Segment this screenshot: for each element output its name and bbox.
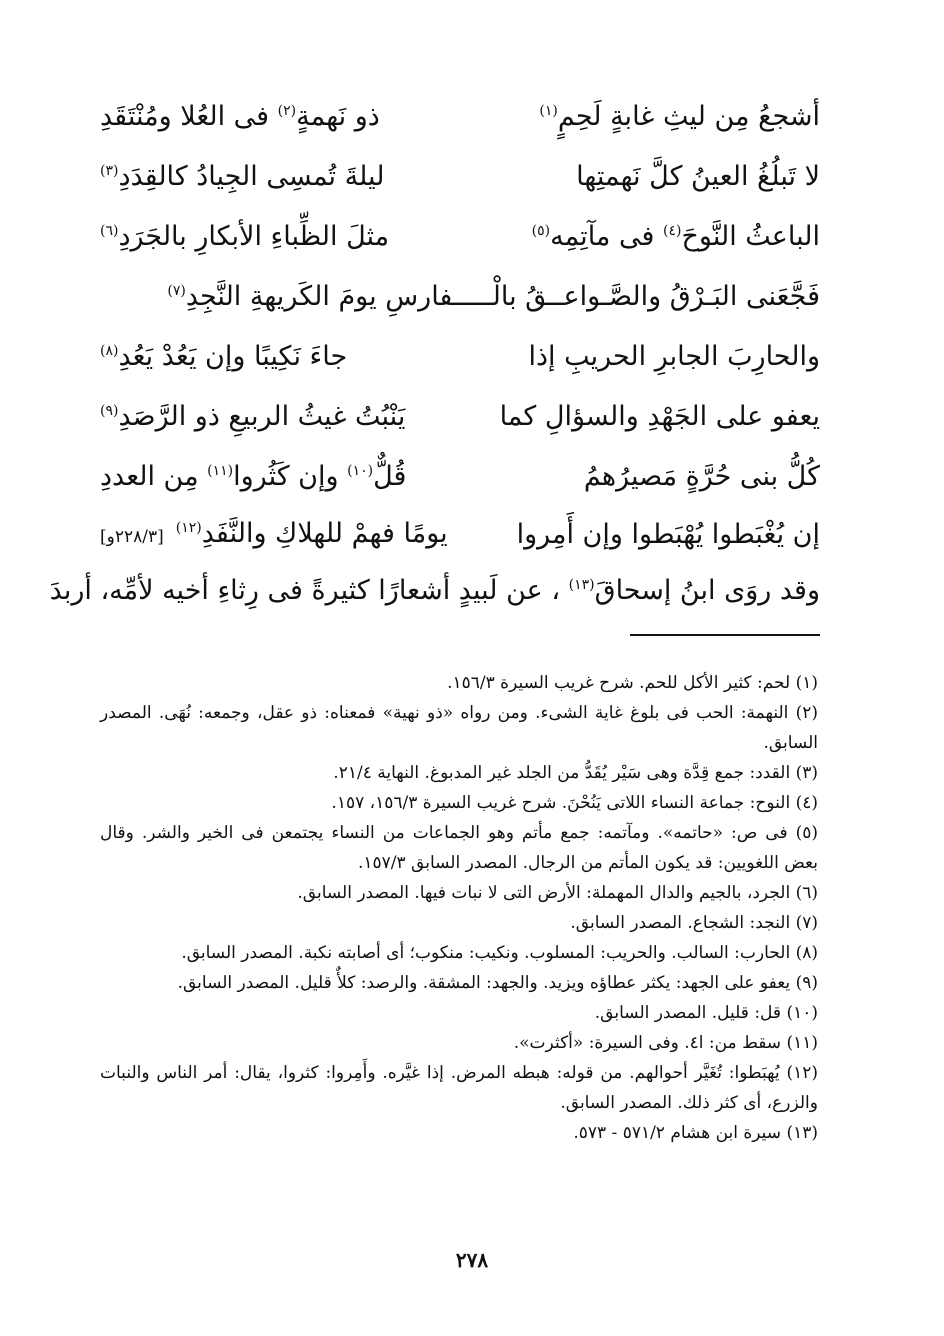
- footnote-mark: (٦): [100, 223, 119, 239]
- footnote: (١٠) قل: قليل. المصدر السابق.: [594, 1003, 818, 1023]
- verse-line: [100, 212, 820, 262]
- verse-text: كُلُّ بنى حُرَّةٍ مَصيرُهمُ: [583, 461, 820, 492]
- footnote-mark: (١١): [207, 463, 234, 479]
- footnote: (٩) يعفو على الجهد: يكثر عطاؤه ويزيد. والجهد: المشقة. والرصد: كلأٌ قليل. المصدر السابق.: [177, 973, 818, 993]
- footnote: (٣) القدد: جمع قِدَّة وهى سَيْر يُقَدُّ من الجلد غير المدبوغ. النهاية ٢١/٤.: [333, 763, 818, 783]
- footnote-mark: (٤): [662, 223, 682, 239]
- footnote: (١١) سقط من: ا٤. وفى السيرة: «أكثرت».: [513, 1033, 818, 1053]
- verse-text: مثلَ الظِّباءِ الأبكارِ بالجَرَدِ: [118, 221, 390, 252]
- footnote-mark: (١٢): [175, 519, 202, 536]
- footnote-mark: (٣): [100, 163, 119, 179]
- prose-line: [49, 566, 820, 616]
- verse-text: إن يُغْبَطوا يُهْبَطوا وإن أَمِروا: [516, 519, 820, 550]
- verse-second-hemistich: [100, 452, 406, 502]
- verse-first-hemistich: [528, 332, 820, 382]
- footnote: (١) لحم: كثير الأكل للحم. شرح غريب السيرة ١٥٦/٣.: [447, 673, 818, 693]
- verse-first-hemistich: [500, 392, 820, 442]
- verse-text: مِن العددِ: [100, 461, 208, 492]
- verse-first-hemistich: [584, 452, 820, 502]
- footnote-mark: (١): [539, 103, 558, 119]
- verse-text: ذو نَهمةٍ: [296, 101, 380, 132]
- verse-line: [100, 452, 820, 502]
- page-number: ٢٧٨: [455, 1248, 489, 1272]
- verse-second-hemistich: [100, 392, 405, 442]
- verse-text: لا تَبلُغُ العينُ كلَّ نَهمتِها: [576, 161, 820, 192]
- footnote: (٤) النوح: جماعة النساء اللاتى يَنُحْنَ. شرح غريب السيرة ١٥٦/٣، ١٥٧.: [331, 793, 818, 813]
- footnote: (٥) فى ص: «حاتمه». ومآتمه: جمع مأتم وهو الجماعات من النساء يجتمعن فى الخير والشر. وقال بعض اللغويين: قد يكون المأتم من الرجال. المصدر السابق ١٥٧/٣.: [100, 823, 818, 873]
- footnotes: [100, 668, 818, 1148]
- footnote: (٦) الجرد، بالجيم والدال المهملة: الأرض التى لا نبات فيها. المصدر السابق.: [297, 883, 818, 903]
- footnote-mark: (٨): [100, 343, 119, 359]
- verse-first-hemistich: [539, 92, 820, 142]
- verse-first-hemistich: [576, 152, 820, 202]
- footnote-separator: [630, 634, 820, 636]
- footnote-mark: (٥): [531, 223, 551, 239]
- verse-second-hemistich: [100, 332, 347, 382]
- verse-text: فَجَّعَنى البَـرْقُ والصَّـواعــقُ بالْـــــفارسِ يومَ الكَريهةِ النَّجِدِ: [185, 281, 820, 312]
- verse-line: [100, 332, 820, 382]
- verse-first-hemistich: [517, 510, 820, 560]
- manuscript-reference: [٢٢٨/٣و]: [100, 526, 164, 547]
- verse-full-line: [167, 272, 820, 322]
- footnote-mark: (٩): [100, 403, 119, 419]
- verse-text: قُلٌّ: [373, 461, 407, 492]
- footnote: (١٢) يُهبَطوا: تُغَيَّر أحوالهم. من قوله: هبطه المرض. إذا غيَّره. وأَمِروا: كثروا، يقال: أمر الناس والنبات والزرع، أى كثر ذلك. المصدر السابق.: [100, 1063, 818, 1113]
- verse-text: ليلةَ تُمسِى الجِيادُ كالقِدَدِ: [118, 161, 385, 192]
- verse-text: فى مآتِمِه: [550, 221, 663, 252]
- verse-second-hemistich: [100, 152, 384, 202]
- verse-text: جاءَ نَكِيبًا وإن يَعُدْ يَعُدِ: [118, 341, 348, 372]
- footnote: (٢) النهمة: الحب فى بلوغ غاية الشىء. ومن رواه «ذو نهية» فمعناه: ذو عقل، وجمعه: نُهَى. المصدر السابق.: [100, 703, 818, 753]
- footnote-mark: (٢): [277, 103, 297, 119]
- verse-text: يومًا فهمْ للهلاكِ والنَّفَدِ: [201, 517, 448, 549]
- prose-text: وقد روَى ابنُ إسحاقَ: [594, 575, 820, 606]
- verse-first-hemistich: [532, 212, 820, 262]
- verse-text: فى العُلا ومُنْتَقَدِ: [100, 101, 278, 132]
- verse-text: أشجعُ مِن ليثِ غابةٍ لَحِمٍ: [557, 101, 820, 132]
- verse-line: [100, 92, 820, 142]
- footnote-mark: (٧): [167, 283, 186, 299]
- verse-text: والحارِبَ الجابرِ الحريبِ إذا: [528, 341, 820, 372]
- verse-text: يَنْبُتُ غيثُ الربيعِ ذو الرَّصَدِ: [118, 401, 406, 432]
- footnote-mark: (١٣): [568, 577, 595, 593]
- verse-second-hemistich: [100, 509, 448, 562]
- verse-text: يعفو على الجَهْدِ والسؤالِ كما: [499, 401, 820, 432]
- verse-line: [100, 152, 820, 202]
- footnote-mark: (١٠): [347, 463, 374, 479]
- footnote: (٧) النجد: الشجاع. المصدر السابق.: [570, 913, 818, 933]
- footnote: (٨) الحارب: السالب. والحريب: المسلوب. ونكيب: منكوب؛ أى أصابته نكبة. المصدر السابق.: [181, 943, 818, 963]
- verse-text: الباعثُ النَّوحَ: [681, 221, 820, 252]
- verse-line: [100, 392, 820, 442]
- footnote: (١٣) سيرة ابن هشام ٥٧١/٢ - ٥٧٣.: [573, 1123, 818, 1143]
- prose-text: ، عن لَبيدٍ أشعارًا كثيرةً فى رِثاءِ أخيه لأمِّه، أربدَ: [49, 575, 561, 606]
- verse-line: [100, 510, 820, 560]
- verse-second-hemistich: [100, 212, 389, 262]
- verse-line: [100, 272, 820, 322]
- verse-second-hemistich: [100, 92, 380, 142]
- verse-text: وإن كَثُروا: [233, 461, 348, 492]
